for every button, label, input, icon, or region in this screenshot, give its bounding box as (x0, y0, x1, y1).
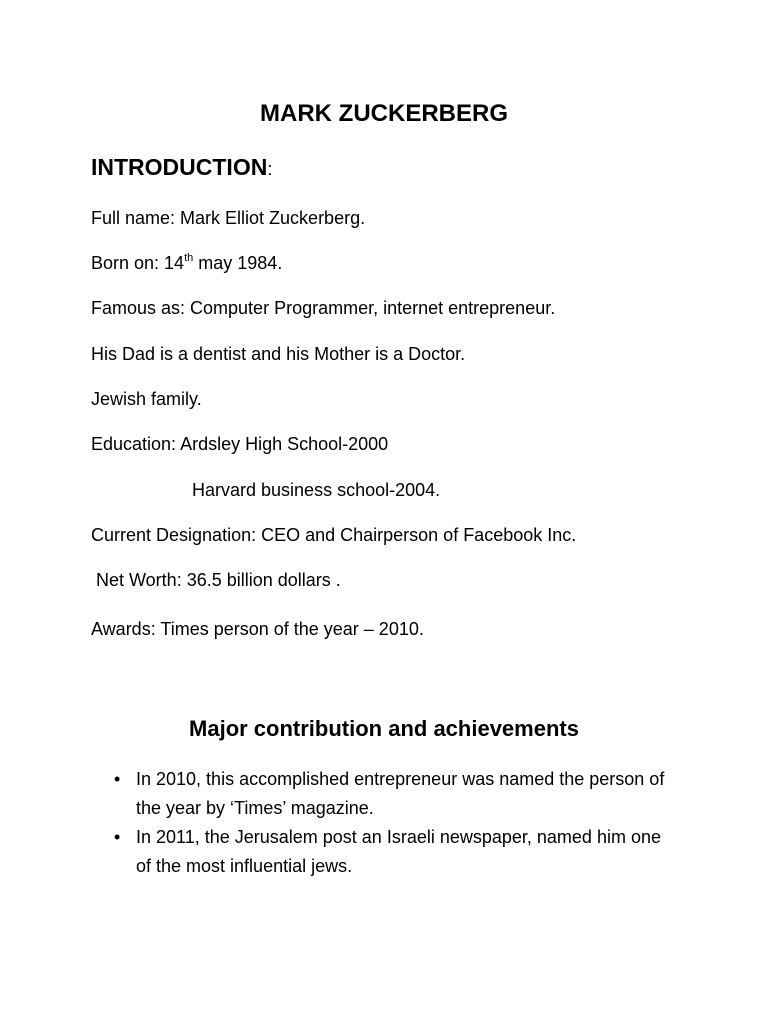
parents-line: His Dad is a dentist and his Mother is a Doctor. (91, 344, 466, 364)
born-on-prefix: Born on: 14 (91, 253, 185, 273)
achievements-list (0, 765, 768, 881)
education-line: Education: Ardsley High School-2000 (91, 434, 389, 454)
awards-line: Awards: Times person of the year – 2010. (91, 619, 424, 639)
achievements-heading: Major contribution and achievements (189, 716, 579, 741)
family-line: Jewish family. (91, 389, 202, 409)
born-on-line (91, 251, 282, 275)
born-on-suffix: may 1984. (193, 253, 283, 273)
bullet-icon: • (114, 827, 121, 847)
document-title: MARK ZUCKERBERG (260, 100, 508, 127)
bullet-icon: • (114, 769, 121, 789)
born-on-ordinal: th (184, 252, 194, 264)
introduction-heading-text: INTRODUCTION (91, 154, 268, 180)
famous-as-line: Famous as: Computer Programmer, internet entrepreneur. (91, 298, 556, 318)
list-item (0, 765, 768, 823)
list-item-text: In 2010, this accomplished entrepreneur was named the person of the year by ‘Times’ magazine. (136, 769, 665, 818)
list-item (0, 823, 768, 881)
net-worth-line: Net Worth: 36.5 billion dollars . (96, 570, 341, 590)
list-item-text: In 2011, the Jerusalem post an Israeli newspaper, named him one of the most influential jews. (136, 827, 661, 876)
introduction-heading (91, 151, 272, 185)
introduction-heading-colon: : (267, 159, 273, 179)
designation-line: Current Designation: CEO and Chairperson of Facebook Inc. (91, 525, 577, 545)
education-line-continued: Harvard business school-2004. (192, 480, 441, 500)
full-name-line: Full name: Mark Elliot Zuckerberg. (91, 208, 366, 228)
